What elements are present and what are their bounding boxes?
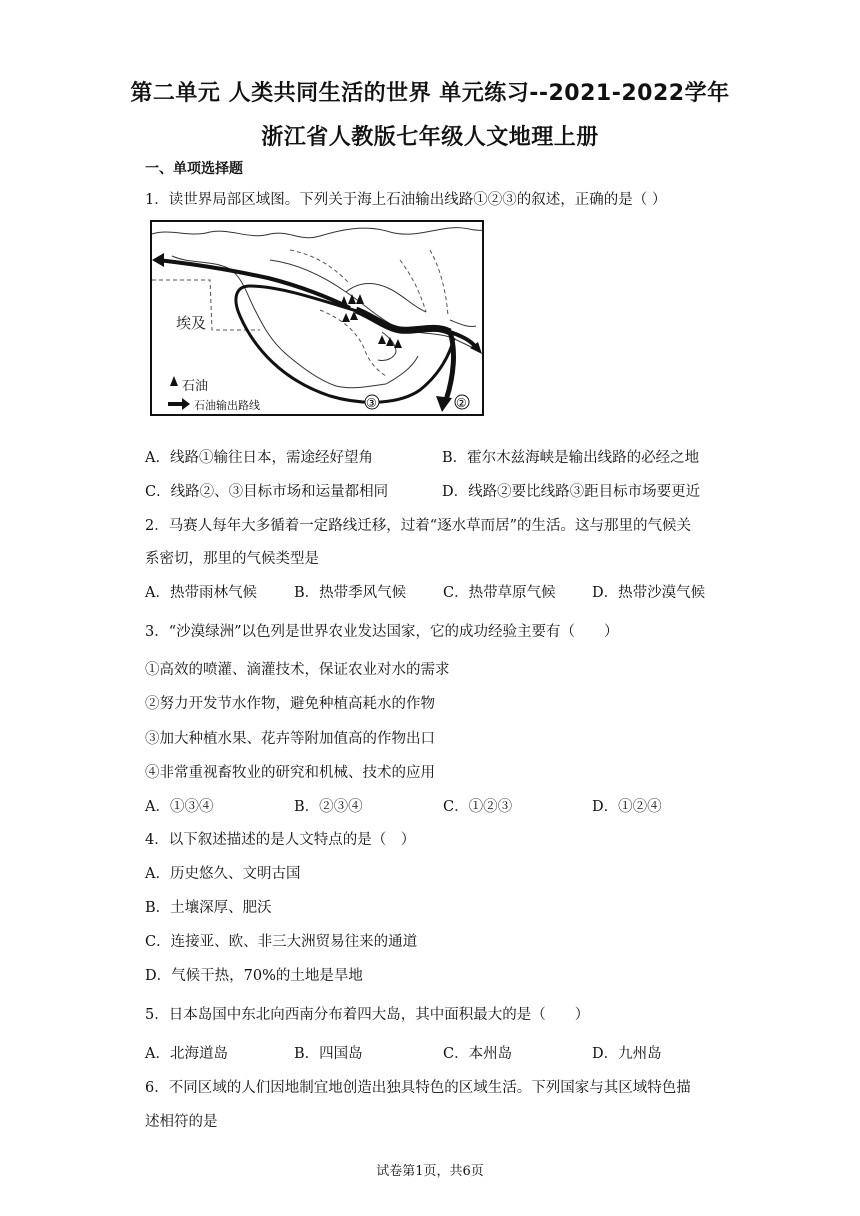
q2-option-d: D．热带沙漠气候 (592, 585, 706, 601)
page-footer: 试卷第1页，共6页 (376, 1164, 484, 1179)
question-2-stem-line2: 系密切，那里的气候类型是 (145, 551, 319, 567)
question-1-stem: 1．读世界局部区域图。下列关于海上石油输出线路①②③的叙述，正确的是（ ） (145, 192, 667, 208)
q3-item-4: ④非常重视畜牧业的研究和机械、技术的应用 (145, 765, 435, 781)
q2-option-a: A．热带雨林气候 (145, 585, 257, 601)
question-3-stem: 3．“沙漠绿洲”以色列是世界农业发达国家，它的成功经验主要有（ ） (145, 624, 619, 640)
question-2-stem-line1: 2．马赛人每年大多循着一定路线迁移，过着“逐水草而居”的生活。这与那里的气候关 (145, 518, 692, 534)
q3-option-d: D．①②④ (592, 799, 662, 815)
route-2-label: ② (456, 396, 467, 410)
q2-option-c: C．热带草原气候 (443, 585, 556, 601)
legend-route-label: 石油输出路线 (194, 399, 260, 412)
q3-option-a: A．①③④ (145, 799, 214, 815)
page-title-line1: 第二单元 人类共同生活的世界 单元练习--2021-2022学年 (130, 81, 730, 106)
q1-option-a: A．线路①输往日本，需途经好望角 (145, 450, 373, 466)
q3-option-c: C．①②③ (443, 799, 513, 815)
q1-option-d: D．线路②要比线路③距目标市场要更近 (442, 484, 701, 500)
question-6-stem-line1: 6．不同区域的人们因地制宜地创造出独具特色的区域生活。下列国家与其区域特色描 (145, 1080, 691, 1096)
question-5-stem: 5．日本岛国中东北向西南分布着四大岛，其中面积最大的是（ ） (145, 1007, 590, 1023)
route-3-label: ③ (366, 396, 377, 410)
q4-option-a: A．历史悠久、文明古国 (145, 866, 301, 882)
q3-item-3: ③加大种植水果、花卉等附加值高的作物出口 (145, 731, 435, 747)
middle-east-oil-map (150, 220, 484, 416)
q1-option-c: C．线路②、③目标市场和运量都相同 (145, 484, 389, 500)
q4-option-d: D．气候干热，70%的土地是旱地 (145, 968, 363, 984)
section-heading: 一、单项选择题 (145, 161, 243, 177)
question-4-stem: 4．以下叙述描述的是人文特点的是（ ） (145, 832, 416, 848)
page-title-line2: 浙江省人教版七年级人文地理上册 (261, 125, 599, 150)
q1-option-b: B．霍尔木兹海峡是输出线路的必经之地 (442, 450, 700, 466)
q5-option-a: A．北海道岛 (145, 1046, 228, 1062)
q3-item-1: ①高效的喷灌、滴灌技术，保证农业对水的需求 (145, 662, 450, 678)
q2-option-b: B．热带季风气候 (294, 585, 407, 601)
q5-option-d: D．九州岛 (592, 1046, 662, 1062)
q4-option-c: C．连接亚、欧、非三大洲贸易往来的通道 (145, 934, 418, 950)
q4-option-b: B．土壤深厚、肥沃 (145, 900, 272, 916)
q5-option-c: C．本州岛 (443, 1046, 513, 1062)
question-6-stem-line2: 述相符的是 (145, 1114, 218, 1130)
q3-item-2: ②努力开发节水作物，避免种植高耗水的作物 (145, 696, 435, 712)
egypt-label: 埃及 (176, 314, 207, 332)
q3-option-b: B．②③④ (294, 799, 363, 815)
q5-option-b: B．四国岛 (294, 1046, 363, 1062)
legend-oil-label: 石油 (182, 379, 209, 394)
